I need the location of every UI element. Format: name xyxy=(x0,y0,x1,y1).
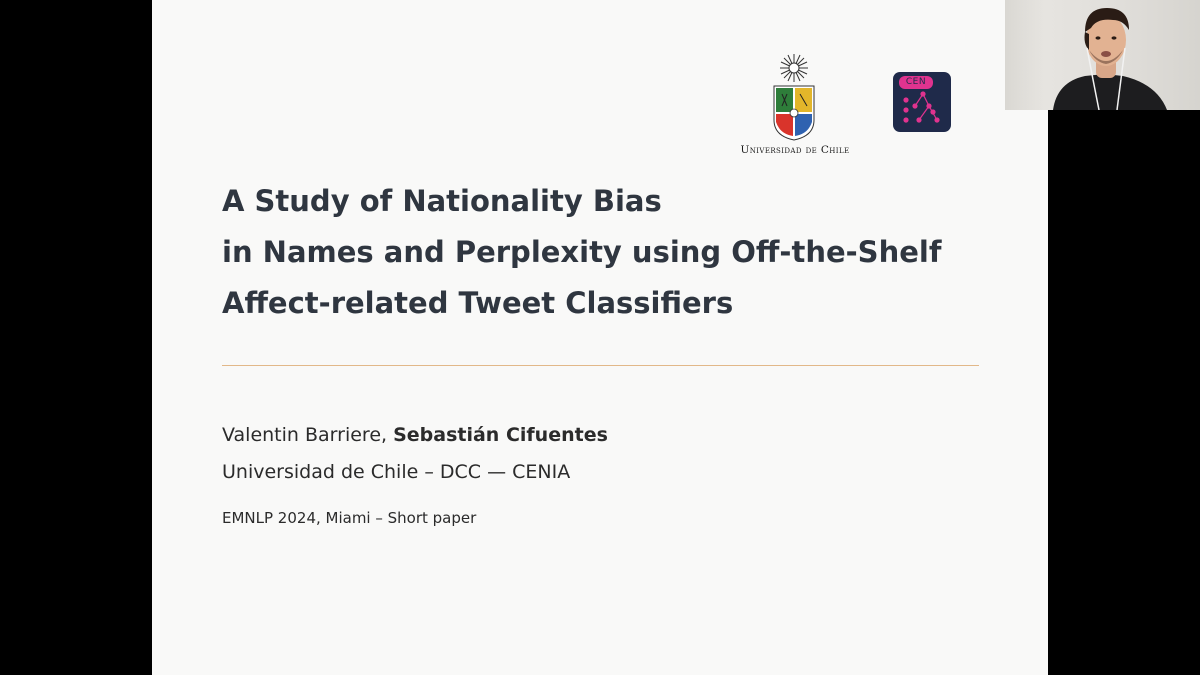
first-author: Valentin Barriere, xyxy=(222,424,394,446)
uchile-seal-icon xyxy=(730,50,860,142)
universidad-de-chile-logo xyxy=(730,50,860,160)
speaker-webcam-feed xyxy=(1005,0,1200,110)
cenia-badge-text: CEN xyxy=(905,77,927,87)
uchile-caption: Universidad de Chile xyxy=(740,144,850,156)
title-line-3: Affect-related Tweet Classifiers xyxy=(222,286,734,320)
title-line-2: in Names and Perplexity using Off-the-Shelf xyxy=(222,235,942,269)
affiliation: Universidad de Chile – DCC — CENIA xyxy=(222,461,571,483)
title-line-1: A Study of Nationality Bias xyxy=(222,184,662,218)
slide-title xyxy=(222,176,1022,329)
cenia-logo xyxy=(893,72,951,132)
venue: EMNLP 2024, Miami – Short paper xyxy=(222,509,477,527)
presenting-author: Sebastián Cifuentes xyxy=(393,424,608,446)
presentation-slide xyxy=(152,0,1048,675)
author-list xyxy=(222,424,608,446)
title-divider xyxy=(222,365,979,366)
